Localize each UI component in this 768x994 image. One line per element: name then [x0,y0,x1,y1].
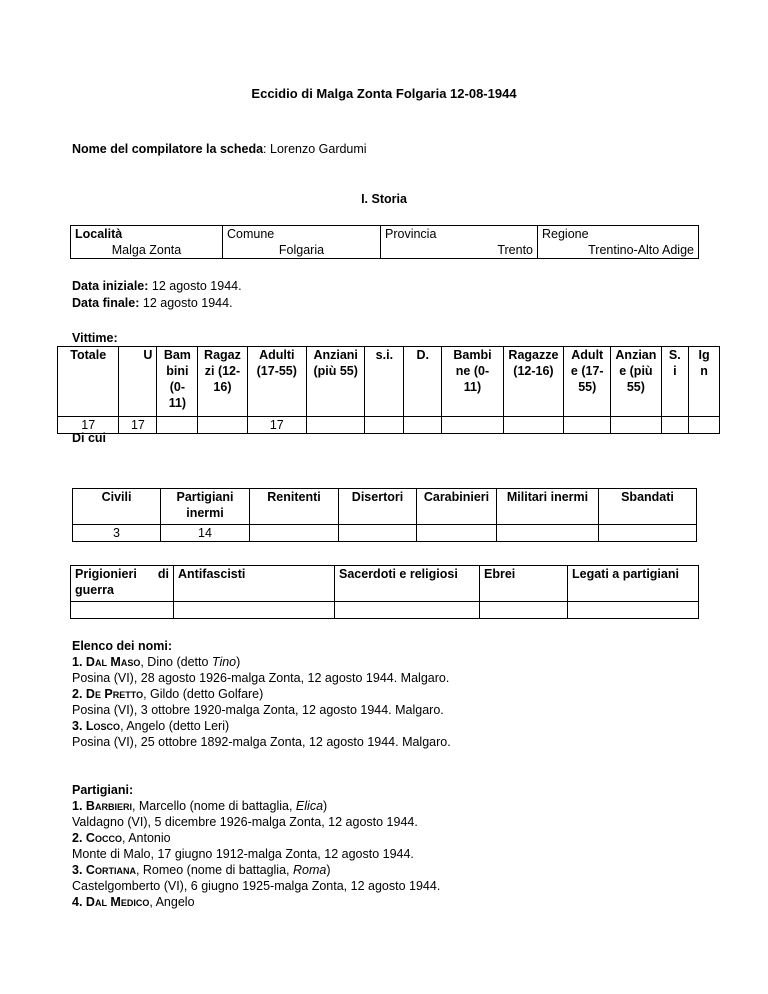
compiler-line: Nome del compilatore la scheda: Lorenzo Gardumi [72,142,367,156]
partisan-entry [72,894,732,910]
victims-header: Bambi ne (0- 11) [442,347,503,417]
other-value [568,602,699,619]
di-cui-value [250,525,339,542]
location-header: Località [75,227,123,241]
entry-details: Posina (VI), 28 agosto 1926-malga Zonta, 12 agosto 1944. Malgaro. [72,671,450,685]
entry-surname: Cocco [85,831,122,845]
di-cui-header-row [73,489,697,525]
other-header: Antifascisti [174,566,335,602]
di-cui-header: Civili [73,489,161,525]
entry-surname: Dal Maso [85,655,141,669]
location-header: Provincia [385,227,437,241]
entry-close: ) [326,863,331,877]
victims-value-row [58,417,720,434]
end-date-line [72,295,233,311]
entry-number: 2. [72,687,83,701]
victims-header: Ragazze (12-16) [503,347,563,417]
location-value: Trentino-Alto Adige [588,243,694,257]
partisan-entry [72,798,732,814]
victims-value [306,417,364,434]
victims-table [57,346,720,434]
entry-number: 4. [72,895,83,909]
location-table [70,225,699,259]
partisan-entry [72,862,732,878]
entry-given: , Angelo [149,895,195,909]
di-cui-label: Di cui [72,431,107,445]
entry-number: 1. [72,655,83,669]
other-value-row [71,602,699,619]
victims-value [198,417,247,434]
victims-header: U [119,347,157,417]
location-header: Regione [542,227,589,241]
victims-value: 17 [247,417,306,434]
other-header: Legati a partigiani [568,566,699,602]
start-date-value: 12 agosto 1944. [151,279,242,293]
name-entry [72,654,732,670]
names-list [72,638,732,750]
di-cui-value [599,525,697,542]
entry-battle-name: Roma [292,863,327,877]
victims-header: D. [404,347,442,417]
victims-header: Anzian e (più 55) [611,347,661,417]
entry-details: Posina (VI), 25 ottobre 1892-malga Zonta, 12 agosto 1944. Malgaro. [72,735,451,749]
entry-close: ) [236,655,241,669]
victims-value [404,417,442,434]
end-date-label: Data finale: [72,296,140,310]
victims-label: Vittime: [72,331,118,345]
entry-nickname: Tino [211,655,237,669]
victims-value [661,417,689,434]
di-cui-value-row [73,525,697,542]
victims-value: 17 [119,417,157,434]
entry-given: , Antonio [121,831,171,845]
document-title: Eccidio di Malga Zonta Folgaria 12-08-1944 [251,86,517,101]
victims-header: S. i [661,347,689,417]
entry-given: , Dino (detto [140,655,212,669]
location-cell-comune [223,226,381,259]
entry-surname: Losco [85,719,121,733]
victims-header: Ig n [689,347,720,417]
location-cell-localita [71,226,223,259]
entry-surname: Dal Medico [85,895,150,909]
victims-value [611,417,661,434]
compiler-value: Lorenzo Gardumi [270,142,367,156]
victims-value [442,417,503,434]
victims-value [689,417,720,434]
other-header: Ebrei [480,566,568,602]
victims-header: Adult e (17- 55) [564,347,611,417]
victims-value: 17 [58,417,119,434]
entry-number: 2. [72,831,83,845]
victims-header-row [58,347,720,417]
entry-given: , Romeo (nome di battaglia, [135,863,293,877]
entry-given: , Gildo (detto Golfare) [143,687,264,701]
victims-header: Adulti (17-55) [247,347,306,417]
entry-details: Posina (VI), 3 ottobre 1920-malga Zonta, 12 agosto 1944. Malgaro. [72,703,444,717]
entry-number: 1. [72,799,83,813]
location-value: Folgaria [278,243,325,257]
location-cell-regione [538,226,699,259]
di-cui-value: 14 [161,525,250,542]
entry-surname: Barbieri [85,799,132,813]
other-value [71,602,174,619]
victims-value [365,417,404,434]
entry-given: , Marcello (nome di battaglia, [131,799,296,813]
di-cui-value: 3 [73,525,161,542]
partisan-entry [72,830,732,846]
victims-header: s.i. [365,347,404,417]
entry-surname: De Pretto [85,687,144,701]
location-row [71,226,699,259]
victims-value [157,417,198,434]
other-value [174,602,335,619]
start-date-line [72,278,242,294]
names-list-label: Elenco dei nomi: [72,639,173,653]
victims-value [503,417,563,434]
entry-surname: Cortiana [85,863,136,877]
victims-header: Bam bini (0- 11) [157,347,198,417]
end-date-value: 12 agosto 1944. [142,296,233,310]
other-categories-table [70,565,699,619]
di-cui-value [497,525,599,542]
other-value [480,602,568,619]
victims-value [564,417,611,434]
victims-header: Ragaz zi (12- 16) [198,347,247,417]
other-header: Prigionieri di guerra [71,566,174,602]
di-cui-value [417,525,497,542]
victims-header: Anziani (più 55) [306,347,364,417]
section-title: I. Storia [361,192,407,206]
compiler-label: Nome del compilatore la scheda [72,142,264,156]
entry-details: Castelgomberto (VI), 6 giugno 1925-malga Zonta, 12 agosto 1944. [72,879,441,893]
di-cui-header: Sbandati [599,489,697,525]
other-header-row [71,566,699,602]
entry-details: Monte di Malo, 17 giugno 1912-malga Zonta, 12 agosto 1944. [72,847,414,861]
entry-number: 3. [72,719,83,733]
entry-battle-name: Elica [295,799,324,813]
entry-close: ) [323,799,328,813]
other-header: Sacerdoti e religiosi [335,566,480,602]
location-header: Comune [227,227,275,241]
victims-header: Totale [58,347,119,417]
entry-number: 3. [72,863,83,877]
di-cui-header: Partigiani inermi [161,489,250,525]
entry-given: , Angelo (detto Leri) [120,719,230,733]
di-cui-header: Militari inermi [497,489,599,525]
location-cell-provincia [381,226,538,259]
di-cui-value [339,525,417,542]
location-value: Malga Zonta [111,243,182,257]
partisans-label: Partigiani: [72,783,134,797]
partisans-list [72,782,732,910]
di-cui-header: Disertori [339,489,417,525]
di-cui-table [72,488,697,542]
location-value: Trento [497,243,533,257]
di-cui-header: Renitenti [250,489,339,525]
name-entry [72,718,732,734]
start-date-label: Data iniziale: [72,279,149,293]
entry-details: Valdagno (VI), 5 dicembre 1926-malga Zonta, 12 agosto 1944. [72,815,418,829]
di-cui-header: Carabinieri [417,489,497,525]
name-entry [72,686,732,702]
other-value [335,602,480,619]
